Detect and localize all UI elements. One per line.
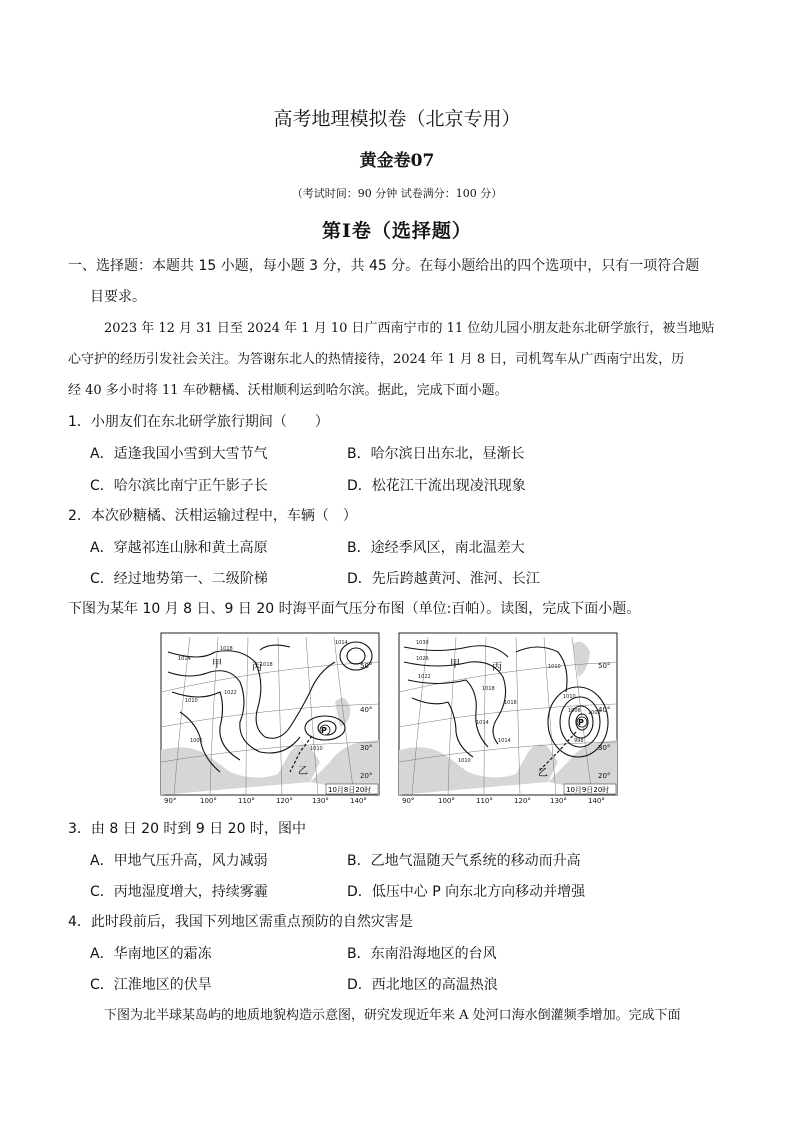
q4-option-b[interactable]: B．东南沿海地区的台风 <box>347 946 497 962</box>
map-right-lat-50: 50° <box>598 662 611 670</box>
map-right-isobar-13: 1010 <box>548 664 561 670</box>
map-right-isobar-7: 1006 <box>568 708 581 714</box>
map-figure-left <box>160 632 380 804</box>
map-right-label-p: P <box>578 718 584 727</box>
q3-option-d[interactable]: D．低压中心 P 向东北方向移动并增强 <box>347 884 586 900</box>
map-right-lon-100: 100° <box>438 797 455 804</box>
map-left-isobar-5: 1006 <box>190 738 203 744</box>
passage1-line-2: 心守护的经历引发社会关注。为答谢东北人的热情接待，2024 年 1 月 8 日，司机驾车从广西南宁出发，历 <box>68 352 685 367</box>
map-right-isobar-12: 1010 <box>458 758 471 764</box>
map-left-isobar-3: 1022 <box>224 690 237 696</box>
map-right-date: 10月9日20时 <box>566 786 610 794</box>
map-right-lat-30: 30° <box>598 744 611 752</box>
map-right-isobar-2: 1026 <box>416 656 429 662</box>
map-left-label-bing: 丙 <box>252 662 262 673</box>
passage1-line-1: 2023 年 12 月 31 日至 2024 年 1 月 10 日广西南宁市的 11 位幼儿园小朋友赴东北研学旅行，被当地贴 <box>104 321 715 336</box>
map-right-lat-40: 40° <box>598 706 611 714</box>
map-right-isobar-3: 1022 <box>418 674 431 680</box>
map-left-isobar-7: 1010 <box>310 746 323 752</box>
map-right-lat-20: 20° <box>598 772 611 780</box>
map-right-lon-120: 120° <box>514 797 531 804</box>
q1-stem: 1．小朋友们在东北研学旅行期间（ ） <box>68 414 329 430</box>
map-right-isobar-6: 1010 <box>563 694 576 700</box>
map-left-lon-130: 130° <box>312 797 329 804</box>
map-left-isobar-6: 1018 <box>260 662 273 668</box>
map-left-label-jia: 甲 <box>212 659 222 670</box>
q3-option-b[interactable]: B．乙地气温随天气系统的移动而升高 <box>347 853 581 869</box>
q1-option-d[interactable]: D．松花江干流出现凌汛现象 <box>347 478 526 494</box>
map-left-lat-50: 50° <box>360 662 373 670</box>
passage1-line-3: 经 40 多小时将 11 车砂糖橘、沃柑顺利运到哈尔滨。据此，完成下面小题。 <box>68 383 508 398</box>
q2-option-c[interactable]: C．经过地势第一、二级阶梯 <box>90 571 268 587</box>
pressure-map-oct9 <box>398 632 618 804</box>
map-right-isobar-4: 1018 <box>482 686 495 692</box>
map-right-lon-140: 140° <box>588 797 605 804</box>
q1-option-a[interactable]: A．适逢我国小雪到大雪节气 <box>90 446 268 462</box>
passage2: 下图为某年 10 月 8 日、9 日 20 时海平面气压分布图（单位:百帕）。读图，完成下面小题。 <box>68 601 641 617</box>
exam-title: 高考地理模拟卷（北京专用） <box>273 108 521 130</box>
map-left-lon-110: 110° <box>238 797 255 804</box>
map-right-label-bing: 丙 <box>492 662 502 673</box>
q2-option-d[interactable]: D．先后跨越黄河、淮河、长江 <box>347 571 540 587</box>
map-left-isobar-4: 1010 <box>185 698 198 704</box>
q1-option-b[interactable]: B．哈尔滨日出东北，昼渐长 <box>347 446 525 462</box>
instructions-line-2: 目要求。 <box>90 289 146 305</box>
pressure-maps <box>160 632 620 804</box>
map-left-isobar-1: 1014 <box>178 656 191 662</box>
q4-stem: 4．此时段前后，我国下列地区需重点预防的自然灾害是 <box>68 914 413 930</box>
map-left-lon-120: 120° <box>276 797 293 804</box>
map-figure-right <box>398 632 618 804</box>
paper-subtitle: 黄金卷07 <box>359 151 435 171</box>
map-left-lon-90: 90° <box>164 797 177 804</box>
map-right-lon-110: 110° <box>476 797 493 804</box>
map-right-isobar-9: 998 <box>574 738 584 744</box>
q2-stem: 2．本次砂糖橘、沃柑运输过程中，车辆（ ） <box>68 508 357 524</box>
instructions-line-1: 一、选择题：本题共 15 小题，每小题 3 分，共 45 分。在每小题给出的四个选项中，只有一项符合题 <box>68 258 700 274</box>
passage3: 下图为北半球某岛屿的地质地貌构造示意图，研究发现近年来 A 处河口海水倒灌频季增加。完成下面 <box>104 1008 681 1023</box>
q2-option-b[interactable]: B．途经季风区，南北温差大 <box>347 540 525 556</box>
map-right-lon-130: 130° <box>550 797 567 804</box>
map-left-lon-100: 100° <box>200 797 217 804</box>
map-right-isobar-5: 1014 <box>476 720 489 726</box>
map-left-label-p: P <box>321 726 327 735</box>
map-left-isobar-2: 1018 <box>220 646 233 652</box>
q4-option-c[interactable]: C．江淮地区的伏旱 <box>90 977 212 993</box>
map-right-isobar-1: 1030 <box>416 640 429 646</box>
map-right-label-yi: 乙 <box>538 768 548 779</box>
pressure-map-oct8 <box>160 632 380 804</box>
map-right-label-jia: 甲 <box>450 659 460 670</box>
map-left-lat-20: 20° <box>360 772 373 780</box>
map-right-isobar-11: 1014 <box>498 738 511 744</box>
map-left-lon-140: 140° <box>350 797 367 804</box>
q4-option-a[interactable]: A．华南地区的霜冻 <box>90 946 212 962</box>
q2-option-a[interactable]: A．穿越祁连山脉和黄土高原 <box>90 540 268 556</box>
map-right-isobar-10: 1018 <box>504 700 517 706</box>
map-left-isobar-8: 1014 <box>335 640 348 646</box>
map-left-lat-40: 40° <box>360 706 373 714</box>
map-left-date: 10月8日20时 <box>328 786 372 794</box>
map-left-lat-30: 30° <box>360 744 373 752</box>
map-left-label-yi: 乙 <box>298 766 308 777</box>
map-right-isobar-8: 1002 <box>588 710 601 716</box>
q4-option-d[interactable]: D．西北地区的高温热浪 <box>347 977 498 993</box>
exam-info: （考试时间：90 分钟 试卷满分：100 分） <box>291 187 503 200</box>
q3-stem: 3．由 8 日 20 时到 9 日 20 时，图中 <box>68 821 306 837</box>
q1-option-c[interactable]: C．哈尔滨比南宁正午影子长 <box>90 478 268 494</box>
q3-option-c[interactable]: C．丙地湿度增大，持续雾霾 <box>90 884 268 900</box>
map-right-lon-90: 90° <box>402 797 415 804</box>
section-title: 第Ⅰ卷（选择题） <box>322 220 472 242</box>
q3-option-a[interactable]: A．甲地气压升高，风力减弱 <box>90 853 268 869</box>
